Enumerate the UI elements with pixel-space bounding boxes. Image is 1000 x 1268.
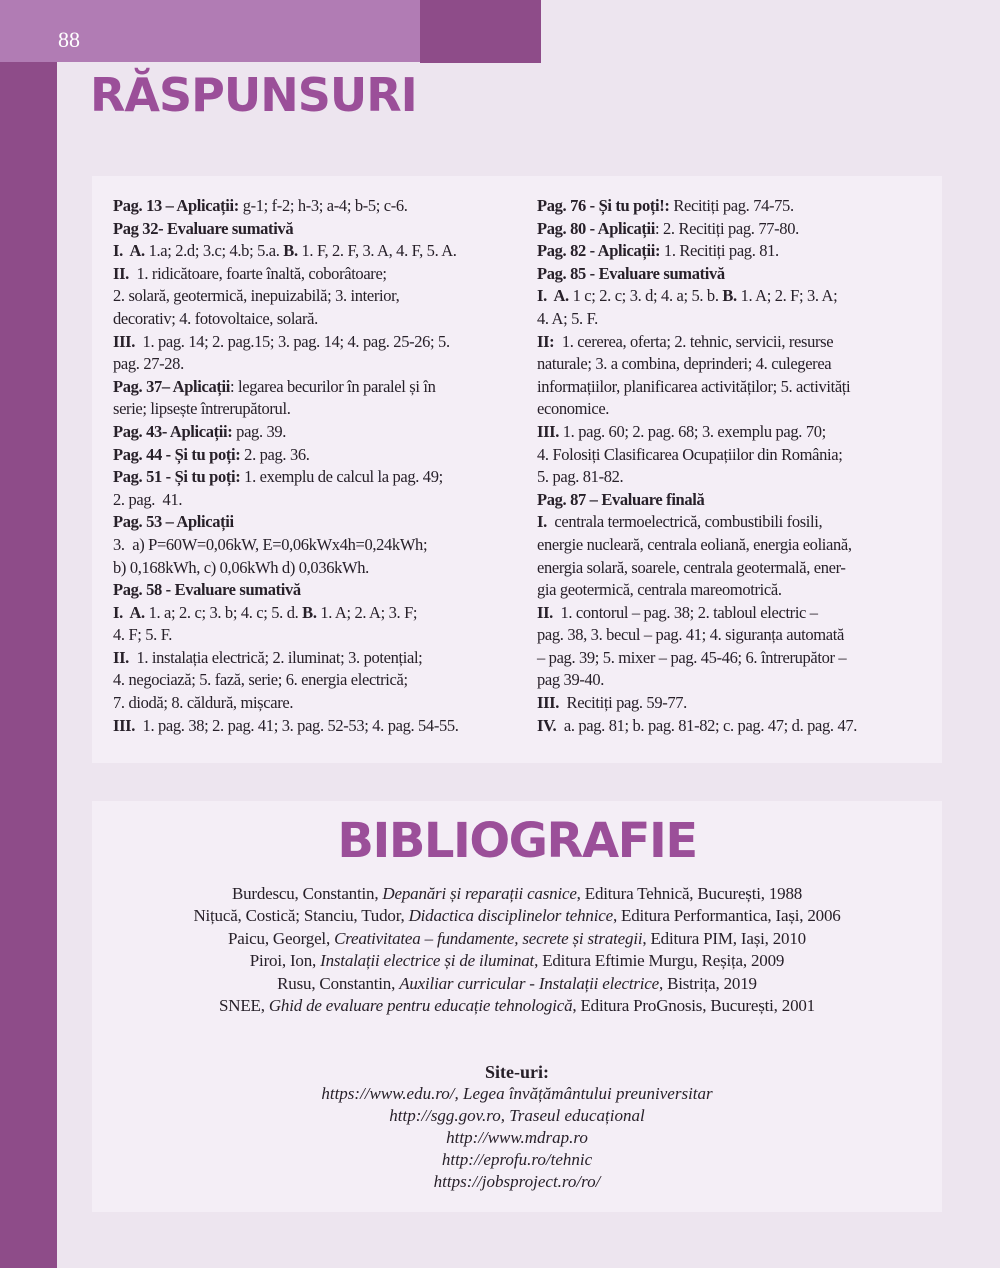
sites-label: Site-uri:: [485, 1062, 549, 1083]
answer-line: IV. a. pag. 81; b. pag. 81-82; c. pag. 47; d. pag. 47.: [537, 715, 858, 735]
bibliography-entry: Burdescu, Constantin, Depanări și reparații casnice, Editura Tehnică, București, 1988: [231, 884, 803, 903]
answer-line: pag. 38, 3. becul – pag. 41; 4. siguranța automată: [537, 625, 844, 645]
site-link: https://www.edu.ro/, Legea învățământului preuniversitar: [321, 1084, 713, 1104]
answers-columns: [113, 195, 942, 737]
answer-line: Pag. 43- Aplicații: pag. 39.: [113, 421, 287, 441]
answer-line: II. 1. ridicătoare, foarte înaltă, coborâtoare;: [113, 263, 387, 283]
answer-line: Pag. 58 - Evaluare sumativă: [113, 580, 301, 600]
bibliography-title: BIBLIOGRAFIE: [337, 813, 697, 869]
answer-line: Pag. 51 - Și tu poți: 1. exemplu de calcul la pag. 49;: [113, 467, 443, 487]
answer-line: 4. Folosiți Clasificarea Ocupațiilor din România;: [537, 444, 843, 464]
answer-line: III. Recitiți pag. 59-77.: [537, 693, 687, 713]
answer-line: II. 1. instalația electrică; 2. iluminat; 3. potențial;: [113, 647, 423, 667]
top-header-bar: [0, 0, 420, 62]
answer-line: – pag. 39; 5. mixer – pag. 45-46; 6. întrerupător –: [537, 647, 847, 667]
site-link: https://jobsproject.ro/ro/: [433, 1172, 601, 1192]
site-link: http://www.mdrap.ro: [446, 1128, 588, 1148]
answer-line: Pag. 37– Aplicații: legarea becurilor în paralel și în: [113, 376, 436, 396]
bibliography-entry: Rusu, Constantin, Auxiliar curricular - Instalații electrice, Bistrița, 2019: [277, 973, 757, 993]
answer-line: Pag. 44 - Și tu poți: 2. pag. 36.: [113, 444, 310, 464]
answer-line: I. A. 1.a; 2.d; 3.c; 4.b; 5.a. B. 1. F, 2. F, 3. A, 4. F, 5. A.: [113, 241, 457, 261]
answer-line: I. A. 1. a; 2. c; 3. b; 4. c; 5. d. B. 1. A; 2. A; 3. F;: [113, 602, 418, 622]
answer-line: pag. 27-28.: [113, 354, 184, 374]
sites-block: [92, 1061, 942, 1193]
bibliography-entry: Paicu, Georgel, Creativitatea – fundamente, secrete și strategii, Editura PIM, Iași, 2010: [228, 928, 806, 948]
header-accent-square: [420, 0, 541, 63]
answer-line: 2. pag. 41.: [113, 489, 183, 509]
answer-line: III. 1. pag. 60; 2. pag. 68; 3. exemplu pag. 70;: [537, 421, 826, 441]
bibliography-entry: Nițucă, Costică; Stanciu, Tudor, Didactica disciplinelor tehnice, Editura Performantica, Iași, 2006: [193, 906, 841, 926]
answer-line: economice.: [537, 399, 610, 419]
bibliography-entries: [92, 883, 942, 1017]
answer-line: Pag 32- Evaluare sumativă: [113, 218, 294, 238]
answer-line: III. 1. pag. 14; 2. pag.15; 3. pag. 14; 4. pag. 25-26; 5.: [113, 331, 450, 351]
answer-line: Pag. 85 - Evaluare sumativă: [537, 263, 725, 283]
answer-line: naturale; 3. a combina, deprinderi; 4. culegerea: [537, 354, 832, 374]
bibliography-entry: SNEE, Ghid de evaluare pentru educație tehnologică, Editura ProGnosis, București, 2001: [219, 996, 815, 1016]
page-number: 88: [58, 27, 80, 52]
answers-section: [92, 176, 942, 763]
answer-line: Pag. 82 - Aplicații: 1. Recitiți pag. 81.: [537, 241, 779, 261]
answer-line: III. 1. pag. 38; 2. pag. 41; 3. pag. 52-53; 4. pag. 54-55.: [113, 715, 459, 735]
answer-line: 4. negociază; 5. fază, serie; 6. energia electrică;: [113, 670, 408, 690]
answer-line: Pag. 76 - Și tu poți!: Recitiți pag. 74-75.: [537, 196, 794, 215]
answer-line: informațiilor, planificarea activităților; 5. activități: [537, 376, 851, 396]
answer-line: energia solară, soarele, centrala geotermală, ener-: [537, 557, 846, 577]
answer-line: II. 1. contorul – pag. 38; 2. tabloul electric –: [537, 602, 818, 622]
answer-line: 2. solară, geotermică, inepuizabilă; 3. interior,: [113, 286, 400, 306]
site-links: [92, 1083, 942, 1193]
answer-line: 4. F; 5. F.: [113, 625, 173, 645]
answers-column-left: [113, 195, 511, 737]
answer-line: gia geotermică, centrala mareomotrică.: [537, 580, 782, 600]
site-link: http://sgg.gov.ro, Traseul educațional: [389, 1106, 645, 1126]
answer-line: 3. a) P=60W=0,06kW, E=0,06kWx4h=0,24kWh;: [113, 534, 428, 554]
answer-line: decorativ; 4. fotovoltaice, solară.: [113, 308, 318, 328]
answer-line: Pag. 87 – Evaluare finală: [537, 489, 705, 509]
answer-line: I. A. 1 c; 2. c; 3. d; 4. a; 5. b. B. 1. A; 2. F; 3. A;: [537, 286, 838, 306]
answer-line: pag 39-40.: [537, 670, 605, 690]
answer-line: I. centrala termoelectrică, combustibili fosili,: [537, 512, 823, 532]
answer-line: b) 0,168kWh, c) 0,06kWh d) 0,036kWh.: [113, 557, 369, 577]
answer-line: serie; lipsește întrerupătorul.: [113, 399, 291, 419]
answers-column-right: [537, 195, 935, 737]
answer-line: 4. A; 5. F.: [537, 308, 598, 328]
answer-line: Pag. 53 – Aplicații: [113, 512, 234, 532]
answer-line: 5. pag. 81-82.: [537, 467, 624, 487]
site-link: http://eprofu.ro/tehnic: [441, 1150, 593, 1170]
answer-line: II: 1. cererea, oferta; 2. tehnic, servicii, resurse: [537, 331, 834, 351]
bibliography-entry: Piroi, Ion, Instalații electrice și de iluminat, Editura Eftimie Murgu, Reșița, 2009: [249, 951, 785, 971]
answer-line: 7. diodă; 8. căldură, mișcare.: [113, 693, 294, 713]
answer-line: Pag. 13 – Aplicații: g-1; f-2; h-3; a-4; b-5; c-6.: [113, 196, 408, 215]
answer-line: energie nucleară, centrala eoliană, energia eoliană,: [537, 534, 852, 554]
bibliography-section: [92, 801, 942, 1212]
answers-title: RĂSPUNSURI: [90, 68, 417, 122]
answer-line: Pag. 80 - Aplicații: 2. Recitiți pag. 77-80.: [537, 218, 799, 238]
left-edge-strip: [0, 62, 57, 1268]
